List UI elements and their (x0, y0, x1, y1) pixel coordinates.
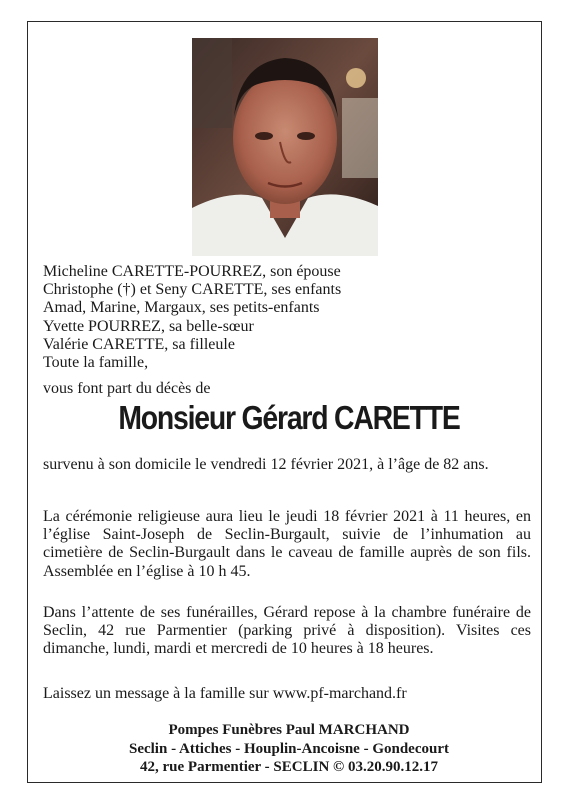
visitation-paragraph: Dans l’attente de ses funérailles, Gérard repose à la chambre funéraire de Seclin, 42 rue Parmentier (parking privé à disposition). Visites ces dimanche, lundi, mardi et mercredi de 10 heures à 18 heures. (43, 604, 531, 658)
family-line: Toute la famille, (43, 354, 149, 372)
deceased-name: Monsieur Gérard CARETTE (118, 399, 460, 436)
funeral-home-address: 42, rue Parmentier - SECLIN © 03.20.90.12.17 (140, 759, 438, 775)
message-line: Laissez un message à la famille sur www.pf-marchand.fr (43, 685, 407, 702)
funeral-home-footer (0, 721, 578, 777)
family-line: Amad, Marine, Margaux, ses petits-enfants (43, 299, 320, 317)
family-line: Yvette POURREZ, sa belle-sœur (43, 317, 254, 335)
portrait-photo (192, 38, 378, 256)
funeral-home-locations: Seclin - Attiches - Houplin-Ancoisne - Gondecourt (128, 740, 449, 757)
family-line: Valérie CARETTE, sa filleule (43, 335, 235, 353)
ceremony-paragraph: La cérémonie religieuse aura lieu le jeudi 18 février 2021 à 11 heures, en l’église Saint-Joseph de Seclin-Burgault, suivie de l’inhumation au cimetière de Seclin-Burgault dans le caveau de famille auprès de son fils. Assemblée en l’église à 10 h 45. (43, 508, 531, 580)
death-details-paragraph: survenu à son domicile le vendredi 12 février 2021, à l’âge de 82 ans. (43, 456, 489, 473)
family-line: Christophe (†) et Seny CARETTE, ses enfants (43, 281, 342, 299)
family-line: Micheline CARETTE-POURREZ, son épouse (43, 263, 341, 280)
funeral-home-name: Pompes Funèbres Paul MARCHAND (168, 722, 410, 738)
announcement-intro: vous font part du décès de (43, 380, 211, 397)
family-list (43, 263, 341, 372)
